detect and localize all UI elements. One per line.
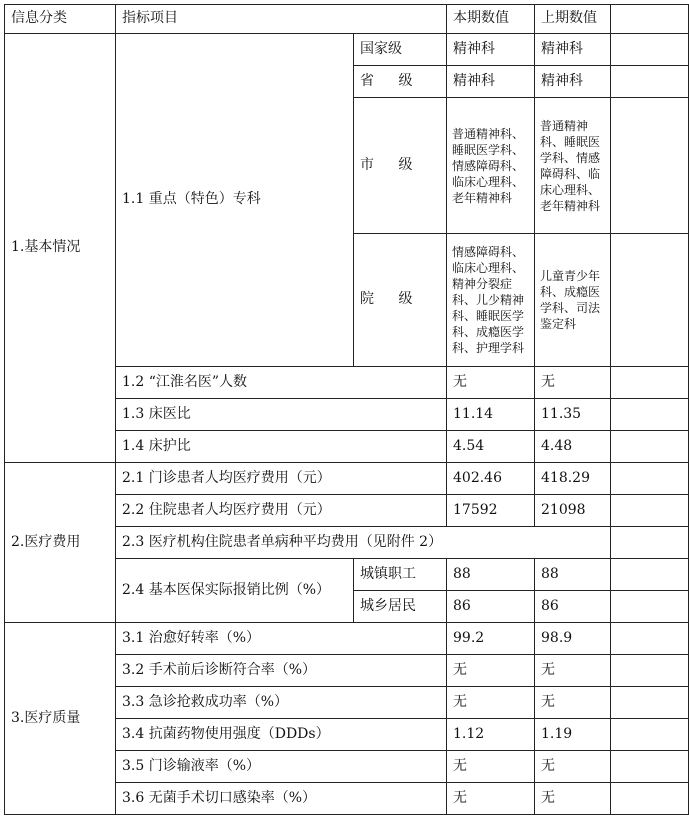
row-previous: 4.48 <box>535 431 611 463</box>
row-previous: 无 <box>535 751 611 783</box>
empty-cell <box>611 687 689 719</box>
specialty-previous: 普通精神科、睡眠医学科、情感障碍科、临床心理科、老年精神科 <box>535 98 611 234</box>
empty-cell <box>611 399 689 431</box>
row-label: 3.6 无菌手术切口感染率（%） <box>116 783 447 815</box>
header-current: 本期数值 <box>447 5 535 34</box>
insurance-label: 2.4 基本医保实际报销比例（%） <box>116 559 354 623</box>
header-extra <box>611 5 689 34</box>
row-label: 3.2 手术前后诊断符合率（%） <box>116 655 447 687</box>
row-label: 3.4 抗菌药物使用强度（DDDs） <box>116 719 447 751</box>
header-previous: 上期数值 <box>535 5 611 34</box>
specialty-level: 国家级 <box>354 34 447 66</box>
row-previous: 无 <box>535 687 611 719</box>
row-previous: 11.35 <box>535 399 611 431</box>
empty-cell <box>611 655 689 687</box>
empty-cell <box>611 527 689 559</box>
row-previous: 无 <box>535 655 611 687</box>
row-current: 无 <box>447 367 535 399</box>
specialty-level: 院 级 <box>354 234 447 367</box>
section-basic-title: 1.基本情况 <box>5 34 116 463</box>
row-current: 11.14 <box>447 399 535 431</box>
row-current: 无 <box>447 783 535 815</box>
row-current: 无 <box>447 687 535 719</box>
empty-cell <box>611 98 689 234</box>
insurance-type: 城镇职工 <box>354 559 447 591</box>
row-label: 2.1 门诊患者人均医疗费用（元） <box>116 463 447 495</box>
row-label: 3.3 急诊抢救成功率（%） <box>116 687 447 719</box>
row-current: 无 <box>447 751 535 783</box>
row-current: 4.54 <box>447 431 535 463</box>
specialty-previous: 精神科 <box>535 34 611 66</box>
row-current: 402.46 <box>447 463 535 495</box>
empty-cell <box>611 623 689 655</box>
row-label: 3.5 门诊输液率（%） <box>116 751 447 783</box>
specialty-current: 普通精神科、睡眠医学科、情感障碍科、临床心理科、老年精神科 <box>447 98 535 234</box>
specialty-previous: 儿童青少年科、成瘾医学科、司法鉴定科 <box>535 234 611 367</box>
specialty-current: 精神科 <box>447 66 535 98</box>
header-category: 信息分类 <box>5 5 116 34</box>
row-previous: 1.19 <box>535 719 611 751</box>
table-row <box>5 463 689 495</box>
insurance-current: 88 <box>447 559 535 591</box>
empty-cell <box>611 591 689 623</box>
row-label: 2.2 住院患者人均医疗费用（元） <box>116 495 447 527</box>
header-item: 指标项目 <box>116 5 447 34</box>
specialty-previous: 精神科 <box>535 66 611 98</box>
empty-cell <box>611 719 689 751</box>
section-quality-title: 3.医疗质量 <box>5 623 116 815</box>
row-previous: 418.29 <box>535 463 611 495</box>
specialty-current: 精神科 <box>447 34 535 66</box>
specialty-level: 市 级 <box>354 98 447 234</box>
row-label: 1.4 床护比 <box>116 431 447 463</box>
insurance-type: 城乡居民 <box>354 591 447 623</box>
empty-cell <box>611 66 689 98</box>
row-current: 99.2 <box>447 623 535 655</box>
specialty-label: 1.1 重点（特色）专科 <box>116 34 354 367</box>
empty-cell <box>611 367 689 399</box>
row-label: 3.1 治愈好转率（%） <box>116 623 447 655</box>
empty-cell <box>611 495 689 527</box>
empty-cell <box>611 463 689 495</box>
specialty-current: 情感障碍科、临床心理科、精神分裂症科、儿少精神科、睡眠医学科、成瘾医学科、护理学科 <box>447 234 535 367</box>
insurance-previous: 86 <box>535 591 611 623</box>
empty-cell <box>611 751 689 783</box>
header-row <box>5 5 689 34</box>
row-previous: 无 <box>535 367 611 399</box>
empty-cell <box>611 783 689 815</box>
row-current: 无 <box>447 655 535 687</box>
row-label: 1.2 “江淮名医”人数 <box>116 367 447 399</box>
empty-cell <box>611 559 689 591</box>
row-current: 1.12 <box>447 719 535 751</box>
single-disease-label: 2.3 医疗机构住院患者单病种平均费用（见附件 2） <box>116 527 611 559</box>
empty-cell <box>611 34 689 66</box>
row-label: 1.3 床医比 <box>116 399 447 431</box>
table-row <box>5 34 689 66</box>
empty-cell <box>611 431 689 463</box>
indicator-table <box>4 4 689 815</box>
specialty-level: 省 级 <box>354 66 447 98</box>
empty-cell <box>611 234 689 367</box>
section-cost-title: 2.医疗费用 <box>5 463 116 623</box>
row-previous: 21098 <box>535 495 611 527</box>
table-row <box>5 623 689 655</box>
row-current: 17592 <box>447 495 535 527</box>
insurance-current: 86 <box>447 591 535 623</box>
row-previous: 无 <box>535 783 611 815</box>
row-previous: 98.9 <box>535 623 611 655</box>
insurance-previous: 88 <box>535 559 611 591</box>
